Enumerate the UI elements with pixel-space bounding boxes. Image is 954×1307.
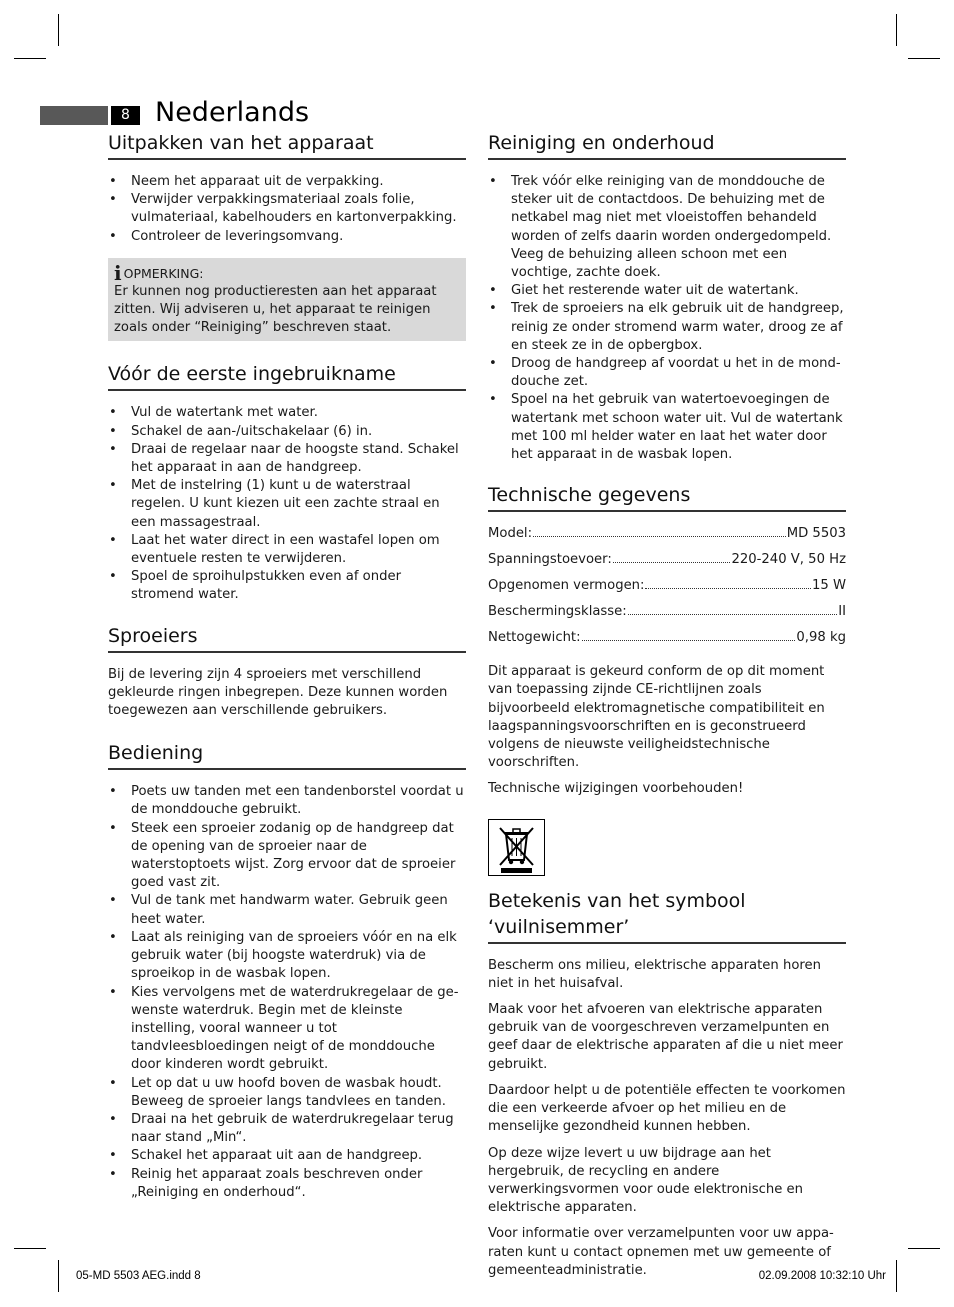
- list-item: • Spoel de sproihulpstukken even af onder stromend water.: [108, 568, 466, 604]
- crop-mark: [58, 1260, 59, 1292]
- note-text: Er kunnen nog productieresten aan het apparaat zitten. Wij adviseren u, het apparaat te reinigen zoals onder “Reiniging” beschreven staat.: [114, 283, 437, 336]
- list-item: • Draai na het gebruik de waterdrukregelaar terug naar stand „Min“.: [108, 1111, 466, 1147]
- list-item: • Spoel na het gebruik van watertoevoegingen de watertank met schoon water uit. Vul de watertank met 100 ml helder water en laat het water door het apparaat in de wasbak lopen.: [488, 391, 846, 464]
- footer-timestamp: 02.09.2008 10:32:10 Uhr: [758, 1270, 886, 1282]
- disposal-text: Op deze wijze levert u uw bijdrage aan het hergebruik, de recycling en andere verwerkingsvormen voor oude elektronische en elektrische apparaten.: [488, 1145, 803, 1216]
- list-item: • Steek een sproeier zodanig op de handgreep dat de opening van de sproeier naar de waterstoptoets wijst. Zorg ervoor dat de sproeier goed vast zit.: [108, 820, 466, 893]
- crop-mark: [908, 58, 940, 59]
- section-title-first-use: Vóór de eerste ingebruikname: [108, 361, 466, 391]
- section-title-nozzles: Sproeiers: [108, 623, 466, 653]
- page-number: 8: [111, 106, 140, 125]
- footer-file: 05-MD 5503 AEG.indd 8: [76, 1270, 201, 1282]
- crop-mark: [896, 1260, 897, 1292]
- left-column: [108, 130, 466, 1202]
- note-box: [108, 258, 466, 342]
- right-column: [488, 130, 846, 1280]
- section-title-cleaning: Reiniging en onderhoud: [488, 130, 846, 160]
- list-item: • Poets uw tanden met een tandenborstel voordat u de monddouche gebruikt.: [108, 783, 466, 819]
- list-item: • Vul de tank met handwarm water. Gebruik geen heet water.: [108, 892, 466, 928]
- list-item: • Trek vóór elke reiniging van de monddouche de steker uit de contactdoos. De behuizing met de netkabel mag niet met vloeistoffen behandeld worden of zelfs daarin worden ondergedompeld. Veeg de behuizing alleen schoon met een vochtige, zachte doek.: [488, 173, 846, 282]
- list-item: • Reinig het apparaat zoals beschreven onder „Reiniging en onderhoud“.: [108, 1166, 466, 1202]
- list-item: • Neem het apparaat uit de verpakking.: [108, 173, 466, 191]
- spec-value: II: [838, 604, 846, 620]
- section-title-specs: Technische gegevens: [488, 482, 846, 512]
- spec-row: [488, 629, 846, 647]
- crop-mark: [908, 1248, 940, 1249]
- note-label: OPMERKING:: [123, 265, 204, 281]
- list-item: • Trek de sproeiers na elk gebruik uit de handgreep, reinig ze onder stromend warm water, droog ze af en steek ze in de opbergbox.: [488, 300, 846, 355]
- page-title: Nederlands: [155, 97, 310, 128]
- list-item: • Controleer de leveringsomvang.: [108, 228, 466, 246]
- disposal-text: Maak voor het afvoeren van elektrische apparaten gebruik van de voorgeschreven verzamelpunten en geef daar de elektrische apparaten af die u niet meer gebruikt.: [488, 1002, 843, 1072]
- nozzles-text: Bij de levering zijn 4 sproeiers met verschillend gekleurde ringen inbegrepen. Deze kunnen worden toegewezen aan verschillende gebruikers.: [108, 666, 448, 719]
- section-title-operation: Bediening: [108, 740, 466, 770]
- crop-mark: [14, 58, 46, 59]
- list-item: • Laat het water direct in een wastafel lopen om eventuele resten te verwijderen.: [108, 532, 466, 568]
- first-use-list: [108, 404, 466, 604]
- spec-label: Spanningstoevoer:: [488, 552, 612, 568]
- crop-mark: [58, 14, 59, 46]
- list-item: • Draai de regelaar naar de hoogste stand. Schakel het apparaat in aan de handgreep.: [108, 441, 466, 477]
- reserved-text: Technische wijzigingen voorbehouden!: [488, 781, 744, 797]
- disposal-text: Daardoor helpt u de potentiële effecten te voorkomen die een verkeerde afvoer op het milieu en de menselijke gezondheid kunnen hebben.: [488, 1082, 846, 1135]
- spec-row: [488, 551, 846, 569]
- unpack-list: [108, 173, 466, 246]
- cleaning-list: [488, 173, 846, 464]
- operation-list: [108, 783, 466, 1202]
- list-item: • Schakel het apparaat uit aan de handgreep.: [108, 1147, 466, 1165]
- crossed-bin-icon: [488, 819, 545, 876]
- disposal-text: Bescherm ons milieu, elektrische apparaten horen niet in het huisafval.: [488, 957, 822, 991]
- spec-label: Model:: [488, 526, 533, 542]
- list-item: • Laat als reiniging van de sproeiers vóór en na elk gebruik water (bij hoogste waterdruk) via de sproeikop in de wasbak lopen.: [108, 929, 466, 984]
- spec-value: 0,98 kg: [796, 630, 846, 646]
- note-heading: [114, 260, 460, 285]
- disposal-text: Voor informatie over verzamelpunten voor uw apparaten kunt u contact opnemen met uw gemeente of gemeenteadministratie.: [488, 1226, 834, 1278]
- section-title-unpack: Uitpakken van het apparaat: [108, 130, 466, 160]
- crop-mark: [896, 14, 897, 46]
- spec-value: MD 5503: [786, 526, 846, 542]
- spec-label: Nettogewicht:: [488, 630, 581, 646]
- header-bar: [40, 106, 108, 125]
- list-item: • Met de instelring (1) kunt u de waterstraal regelen. U kunt kiezen uit een zachte straal en een massagestraal.: [108, 477, 466, 532]
- spec-label: Opgenomen vermogen:: [488, 578, 645, 594]
- spec-row: [488, 603, 846, 621]
- spec-value: 15 W: [811, 578, 846, 594]
- list-item: • Giet het resterende water uit de watertank.: [488, 282, 846, 300]
- crop-mark: [14, 1248, 46, 1249]
- list-item: • Droog de handgreep af voordat u het in de monddouche zet.: [488, 355, 846, 391]
- list-item: • Kies vervolgens met de waterdrukregelaar de gewenste waterdruk. Begin met de kleinste instelling, vooral wanneer u tot tandvleesbloedingen neigt of de monddouche door kinderen wordt gebruikt.: [108, 984, 466, 1075]
- spec-row: [488, 525, 846, 543]
- spec-value: 220-240 V, 50 Hz: [731, 552, 846, 568]
- conformity-text: Dit apparaat is gekeurd conform de op dit moment van toepassing zijnde CE-richtlijnen zoals bijvoorbeeld elektromagnetische compatibiliteit en laagspanningsvoorschriften en is geconstrueerd volgens de nieuwste veiligheidstechnische voorschriften.: [488, 664, 825, 771]
- list-item: • Vul de watertank met water.: [108, 404, 466, 422]
- info-icon: i: [114, 260, 122, 285]
- list-item: • Schakel de aan-/uitschakelaar (6) in.: [108, 423, 466, 441]
- spec-row: [488, 577, 846, 595]
- list-item: • Let op dat u uw hoofd boven de wasbak houdt. Beweeg de sproeier langs tandvlees en tanden.: [108, 1075, 466, 1111]
- spec-table: [488, 525, 846, 647]
- section-title-disposal: Betekenis van het symbool ‘vuilnisemmer’: [488, 888, 846, 944]
- spec-label: Beschermingsklasse:: [488, 604, 627, 620]
- list-item: • Verwijder verpakkingsmateriaal zoals folie, vulmateriaal, kabelhouders en kartonverpakking.: [108, 191, 466, 227]
